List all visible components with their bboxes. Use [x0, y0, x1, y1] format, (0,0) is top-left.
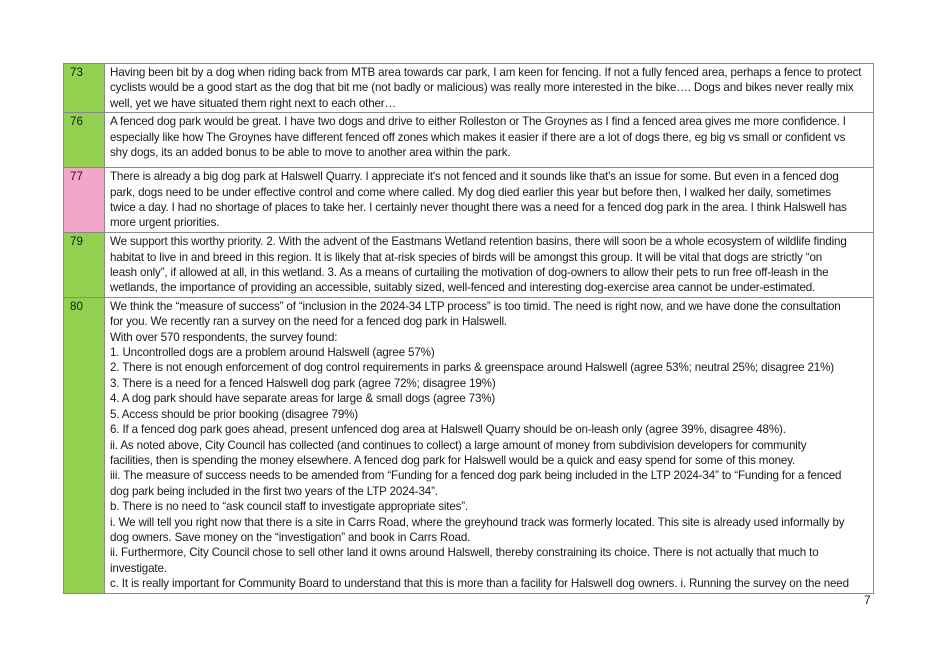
- text-line: 3. There is a need for a fenced Halswell dog park (agree 72%; disagree 19%): [110, 376, 496, 390]
- submission-id-cell: 80: [64, 297, 105, 593]
- submissions-table-container: [63, 63, 874, 594]
- text-line: We support this worthy priority. 2. With the advent of the Eastmans Wetland retention basins, there will soon be a whole ecosystem of wildlife finding: [110, 235, 847, 249]
- text-line: 1. Uncontrolled dogs are a problem around Halswell (agree 57%): [110, 346, 435, 360]
- submission-text-cell: [105, 297, 874, 593]
- text-line: investigate.: [110, 561, 167, 575]
- text-line: Having been bit by a dog when riding back from MTB area towards car park, I am keen for fencing. If not a fully fenced area, perhaps a fence to protect: [110, 66, 862, 79]
- table-row: [64, 64, 874, 113]
- text-line: ii. As noted above, City Council has collected (and continues to collect) a large amount of money from subdivision developers for community: [110, 438, 807, 452]
- text-line: cyclists would be a good start as the dog that bit me (not badly or malicious) was really more interested in the bike…. Dogs and bikes never really mix: [110, 81, 854, 95]
- text-line: habitat to live in and breed in this region. It is likely that at-risk species of birds will be amongst this group. It will be vital that dogs are strictly “on: [110, 250, 823, 264]
- table-row: [64, 297, 874, 593]
- text-line: There is already a big dog park at Halswell Quarry. I appreciate it's not fenced and it sounds like that's an issue for some. But even in a fenced dog: [110, 170, 839, 184]
- text-line: With over 570 respondents, the survey found:: [110, 330, 338, 344]
- text-line: facilities, then is spending the money elsewhere. A fenced dog park for Halswell would be a quick and easy spend for some of this money.: [110, 453, 796, 467]
- text-line: well, yet we have situated them right next to each other…: [110, 96, 396, 110]
- submission-text-cell: [105, 64, 874, 113]
- text-line: shy dogs, its an added bonus to be able to move to another area within the park.: [110, 146, 511, 160]
- text-line: i. We will tell you right now that there is a site in Carrs Road, where the greyhound track was formerly located. This site is already used informally by: [110, 515, 845, 529]
- page-number: 7: [864, 593, 871, 607]
- submission-text-cell: [105, 168, 874, 233]
- submission-id-cell: 79: [64, 233, 105, 298]
- text-line: wetlands, the importance of providing an accessible, suitably sized, well-fenced and interesting dog-exercise area cannot be under-estimated.: [110, 281, 816, 295]
- text-line: 4. A dog park should have separate areas for large & small dogs (agree 73%): [110, 392, 496, 406]
- text-line: c. It is really important for Community Board to understand that this is more than a facility for Halswell dog owners. i. Running the survey on the need: [110, 577, 849, 591]
- submissions-table: [63, 63, 874, 594]
- submission-id-cell: 77: [64, 168, 105, 233]
- text-line: more urgent priorities.: [110, 216, 220, 230]
- table-row: [64, 168, 874, 233]
- submission-id-cell: 73: [64, 64, 105, 113]
- submission-text-cell: [105, 233, 874, 298]
- submission-id-cell: 76: [64, 113, 105, 168]
- submission-text-cell: [105, 113, 874, 168]
- text-line: leash only”, if allowed at all, in this wetland. 3. As a means of curtailing the motivation of dog-owners to allow their pets to run free off-leash in the: [110, 266, 829, 280]
- text-line: A fenced dog park would be great. I have two dogs and drive to either Rolleston or The Groynes as I find a fenced area gives me more confidence. I: [110, 115, 846, 129]
- text-line: 5. Access should be prior booking (disagree 79%): [110, 407, 359, 421]
- text-line: especially like how The Groynes have different fenced off zones which makes it easier if there are a lot of dogs there, eg big vs small or confident vs: [110, 130, 846, 144]
- text-line: park, dogs need to be under effective control and come where called. My dog died earlier this year but before then, I walked her daily, sometimes: [110, 185, 831, 199]
- text-line: twice a day. I had no shortage of places to take her. I certainly never thought there was a need for a fenced dog park in the area. I think Halswell has: [110, 201, 847, 215]
- table-row: [64, 113, 874, 168]
- table-row: [64, 233, 874, 298]
- text-line: b. There is no need to “ask council staff to investigate appropriate sites”.: [110, 500, 469, 514]
- text-line: ii. Furthermore, City Council chose to sell other land it owns around Halswell, thereby constraining its choice. There is not actually that much to: [110, 546, 819, 560]
- text-line: dog owners. Save money on the “investigation” and book in Carrs Road.: [110, 530, 471, 544]
- text-line: 6. If a fenced dog park goes ahead, present unfenced dog area at Halswell Quarry should be on-leash only (agree 39%, disagree 48%).: [110, 423, 786, 437]
- text-line: for you. We recently ran a survey on the need for a fenced dog park in Halswell.: [110, 315, 508, 329]
- text-line: 2. There is not enough enforcement of dog control requirements in parks & greenspace around Halswell (agree 53%; neutral 25%; disagree 21%): [110, 361, 834, 375]
- text-line: We think the “measure of success” of “inclusion in the 2024-34 LTP process” is too timid. The need is right now, and we have done the consultation: [110, 299, 841, 313]
- text-line: dog park being included in the first two years of the LTP 2024-34”.: [110, 484, 438, 498]
- text-line: iii. The measure of success needs to be amended from “Funding for a fenced dog park being included in the LTP 2024-34” to “Funding for a fenced: [110, 469, 842, 483]
